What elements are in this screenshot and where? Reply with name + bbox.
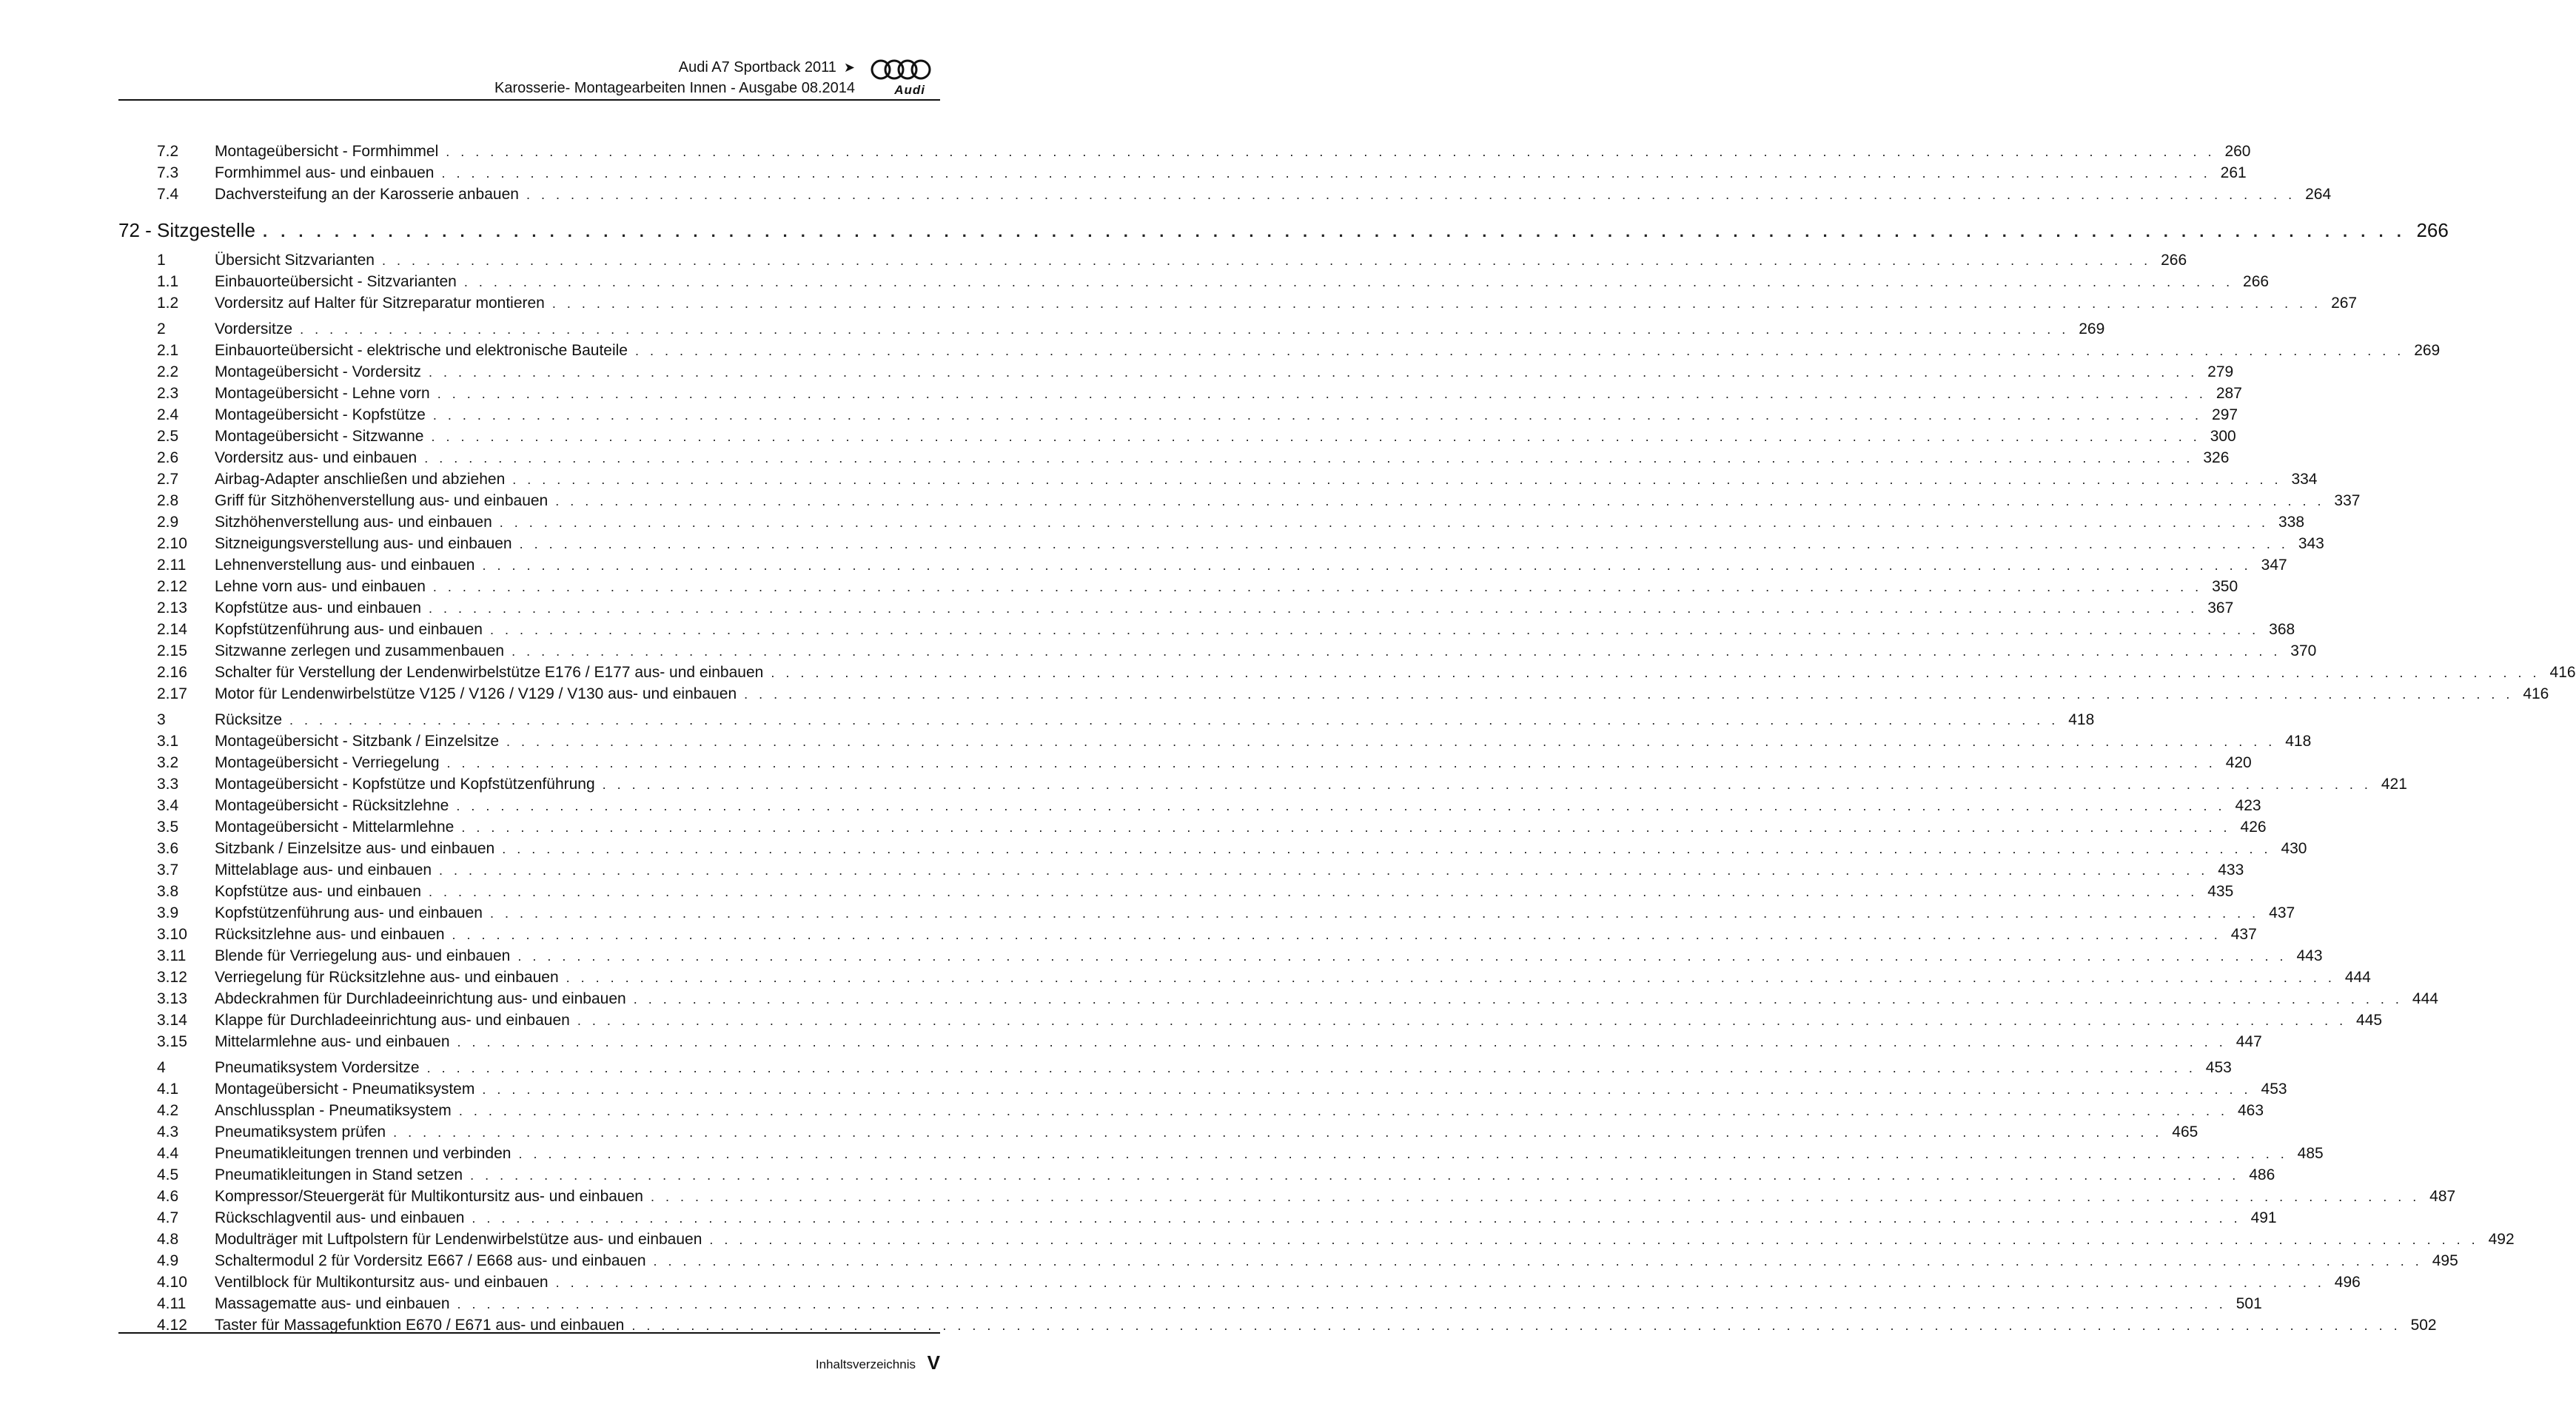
toc-leader-dots: . . . . . . . . . . . . . . . . . . . . . . . . . . . . . . . . . . . . . . . . . . . . . . . . . . . . . . . . . . . . . . . . . . . . . . . . . . . . . . . . . . . . . . . . . . . . . . . . . . . . . . . . . . . . . . . . . . . . . . . . xyxy=(437,386,2207,401)
toc-page-number: 445 xyxy=(2356,1012,2383,1029)
toc-entry[interactable] xyxy=(118,988,2438,1010)
toc-leader-dots: . . . . . . . . . . . . . . . . . . . . . . . . . . . . . . . . . . . . . . . . . . . . . . . . . . . . . . . . . . . . . . . . . . . . . . . . . . . . . . . . . . . . . . . . . . . . . . . . . . . . . . . . . . . . . . . . . . . . . . . . xyxy=(555,494,2325,508)
toc-number: 3.11 xyxy=(157,947,187,964)
toc-page-number: 492 xyxy=(2488,1231,2515,1248)
toc-leader-dots: . . . . . . . . . . . . . . . . . . . . . . . . . . . . . . . . . . . . . . . . . . . . . . . . . . . . . . . . . . . . . . . . . . . . . . . . . . . . . . . . . . . . . . . . . . . . . . . . . . . . . . . . . . . . . . . . . . . . . . . . xyxy=(446,144,2216,159)
toc-entry[interactable] xyxy=(118,576,2238,597)
toc-number: 4.8 xyxy=(157,1231,179,1248)
toc-entry[interactable] xyxy=(118,683,2549,705)
toc-number: 4.3 xyxy=(157,1123,179,1141)
toc-number: 3.4 xyxy=(157,797,179,814)
toc-number: 2.6 xyxy=(157,449,179,466)
toc-entry[interactable] xyxy=(118,1207,2277,1229)
toc-number: 4 xyxy=(157,1059,166,1076)
toc-number: 4.11 xyxy=(157,1295,187,1312)
toc-leader-dots: . . . . . . . . . . . . . . . . . . . . . . . . . . . . . . . . . . . . . . . . . . . . . . . . . . . . . . . . . . . . . . . . . . . . . . . . . . . . . . . . . . . . . . . . . . . . . . . . . . . . . . . . . . . . . . . . . . . . . . . . xyxy=(566,970,2335,985)
toc-entry[interactable] xyxy=(118,511,2305,533)
toc-page-number: 416 xyxy=(2549,664,2576,681)
toc-title: Dachversteifung an der Karosserie anbauen xyxy=(215,186,519,203)
toc-number: 1.1 xyxy=(157,273,179,290)
toc-number: 1.2 xyxy=(157,295,179,312)
toc-page-number: 260 xyxy=(2224,143,2251,160)
page-header xyxy=(118,58,940,101)
toc-number: 7.3 xyxy=(157,164,179,181)
toc-leader-dots: . . . . . . . . . . . . . . . . . . . . . . . . . . . . . . . . . . . . . . . . . . . . . . . . . . . . . . . . . . . . . . . . . . . . . . . . . . . . . . . . . . . . . . . . . . . . . . . . . . . . . . . . . . . . . . . . . . . . . . . . xyxy=(429,601,2198,616)
toc-entry[interactable] xyxy=(118,662,2576,683)
toc-leader-dots: . . . . . . . . . . . . . . . . . . . . . . . . . . . . . . . . . . . . . . . . . . . . . . . . . . . . . . . . . . . . . . . . . . . . . . . . . . . . . . . . . . . . . . . . . . . . . . . . . . . . . . . . . . . . . . . . . . . . . . . . xyxy=(650,1189,2421,1204)
toc-page-number: 447 xyxy=(2235,1033,2262,1050)
toc-title: Formhimmel aus- und einbauen xyxy=(215,164,435,181)
toc-leader-dots: . . . . . . . . . . . . . . . . . . . . . . . . . . . . . . . . . . . . . . . . . . . . . . . . . . . . . . . . . . . . . . . . . . . . . . . . . . . . . . . . . . . . . . . . . . . . . . . . . . . . . . . . . . . . . . . . . . . . . . . . xyxy=(519,537,2289,551)
toc-leader-dots: . . . . . . . . . . . . . . . . . . . . . . . . . . . . . . . . . . . . . . . . . . . . . . . . . . . . . . . . . . . . . . . . . . . . . . . . . . . . . . . . . . . . . . . . . . . . . . . . . . . . . . . . . . . . . . . . . . . . . . . . xyxy=(424,451,2194,466)
toc-number: 2.16 xyxy=(157,664,187,681)
toc-number: 2.4 xyxy=(157,406,179,423)
toc-title: Griff für Sitzhöhenverstellung aus- und einbauen xyxy=(215,492,549,509)
toc-entry[interactable] xyxy=(118,1271,2361,1293)
toc-entry[interactable] xyxy=(118,383,2242,404)
toc-leader-dots: . . . . . . . . . . . . . . . . . . . . . . . . . . . . . . . . . . . . . . . . . . . . . . . . . . . . . . . . . . . . . . . . . . . . . . . . . . . . . . . . . . . . . . . . . . . . . . . . . . . . . . . . . . . . . . . . . . . . . . . . xyxy=(502,841,2272,856)
toc-title: Taster für Massagefunktion E670 / E671 aus- und einbauen xyxy=(215,1317,625,1334)
toc-page-number: 487 xyxy=(2429,1188,2456,1205)
toc-page-number: 269 xyxy=(2079,320,2105,337)
toc-title: Sitzhöhenverstellung aus- und einbauen xyxy=(215,514,492,531)
toc-title: Pneumatiksystem Vordersitze xyxy=(215,1059,420,1076)
toc-entry[interactable] xyxy=(118,1293,2262,1314)
toc-leader-dots: . . . . . . . . . . . . . . . . . . . . . . . . . . . . . . . . . . . . . . . . . . . . . . . . . . . . . . . . . . . . . . . . . . . . . . . . . . . . . . . . . . . . . . . . . . . . . . . . . . . . . . . . . . . . . . . . . . . . . . . . xyxy=(489,906,2260,921)
toc-title: Schaltermodul 2 für Vordersitz E667 / E668 aus- und einbauen xyxy=(215,1252,646,1269)
toc-leader-dots: . . . . . . . . . . . . . . . . . . . . . . . . . . . . . . . . . . . . . . . . . . . . . . . . . . . . . . . . . . . . . . . . . . . . . . . . . . . . . . . . . . . . . . . . . . . . . . . . . . . . . . . . . . . . . . . . . . . . . . . . xyxy=(457,1297,2227,1311)
toc-entry[interactable] xyxy=(118,447,2230,468)
toc-number: 4.2 xyxy=(157,1102,179,1119)
toc-entry[interactable] xyxy=(118,924,2257,945)
toc-number: 3.7 xyxy=(157,861,179,879)
toc-title: Mittelarmlehne aus- und einbauen xyxy=(215,1033,450,1050)
toc-title: Mittelablage aus- und einbauen xyxy=(215,861,432,879)
toc-number: 3.5 xyxy=(157,819,179,836)
toc-leader-dots: . . . . . . . . . . . . . . . . . . . . . . . . . . . . . . . . . . . . . . . . . . . . . . . . . . . . . . . . . . . . . . . . . . . . . . . . . . . . . . . . . . . . . . . . . . . . . . . . . . . . . . . . . . . . . . . . . . . . . . . . xyxy=(512,472,2282,487)
toc-title: Vordersitze xyxy=(215,320,293,337)
toc-number: 4.9 xyxy=(157,1252,179,1269)
toc-leader-dots: . . . . . . . . . . . . . . . . . . . . . . . . . . . . . . . . . . . . . . . . . . . . . . . . . . . . . . . . . . . . . . . . . . . . . . . . . . . . . . . . . . . . . . . . . . . . . . . . . . . . . . . . . . . . . . . . . . . . . . . . xyxy=(499,515,2270,530)
toc-number: 4.7 xyxy=(157,1209,179,1226)
toc-leader-dots: . . . . . . . . . . . . . . . . . . . . . . . . . . . . . . . . . . . . . . . . . . . . . . . . . . . . . . . . . . . . . . . . . . . . . . . . . . . . . . . . . . . . . . . . . . . . . . . . . . . . . . . . . . . . . . . . . . . . . . . . xyxy=(470,1168,2240,1183)
toc-leader-dots: . . . . . . . . . . . . . . . . . . . . . . . . . . . . . . . . . . . . . . . . . . . . . . . . . . . . . . . . . . . . . . . . . . . . . . . . . . . . . . . . . . . . . . . . . . . . . . . . . . . . . . . . . . . . . . . . . . . . . . . . xyxy=(633,992,2403,1007)
toc-number: 4.1 xyxy=(157,1081,179,1098)
toc-entry[interactable] xyxy=(118,554,2287,576)
toc-title: Abdeckrahmen für Durchladeeinrichtung aus- und einbauen xyxy=(215,990,626,1007)
toc-number: 4.6 xyxy=(157,1188,179,1205)
toc-page-number: 370 xyxy=(2290,642,2317,659)
header-title: Audi A7 Sportback 2011 xyxy=(678,59,836,75)
toc-entry[interactable] xyxy=(118,533,2324,554)
toc-page-number: 443 xyxy=(2296,947,2323,964)
toc-title: Modulträger mit Luftpolstern für Lendenwirbelstütze aus- und einbauen xyxy=(215,1231,702,1248)
toc-entry[interactable] xyxy=(118,752,2252,773)
toc-page-number: 463 xyxy=(2238,1102,2264,1119)
toc-number: 2.15 xyxy=(157,642,187,659)
toc-title: Rücksitze xyxy=(215,711,283,728)
toc-number: 2.13 xyxy=(157,599,187,617)
toc-leader-dots: . . . . . . . . . . . . . . . . . . . . . . . . . . . . . . . . . . . . . . . . . . . . . . . . . . . . . . . . . . . . . . . . . . . . . . . . . . . . . . . . . . . . . . . . . . . . . . . . . . . . . . . . . . . . . . . . . . . . . . . . xyxy=(457,1035,2227,1049)
toc-leader-dots: . . . . . . . . . . . . . . . . . . . . . . . . . . . . . . . . . . . . . . . . . . . . . . . . . . . . . . . . . . . . . . . . . . . . . . . . . . . . . . . . . . . . . . . . . . . . . . . . . . . . . . . . . . . . . . . . . . . . . . . . xyxy=(511,644,2281,659)
toc-number: 2.10 xyxy=(157,535,187,552)
toc-number: 2.9 xyxy=(157,514,179,531)
toc-entry[interactable] xyxy=(118,1078,2287,1100)
toc-chapter[interactable] xyxy=(118,215,2449,245)
toc-leader-dots: . . . . . . . . . . . . . . . . . . . . . . . . . . . . . . . . . . . . . . . . . . . . . . . . . . . . . . . . . . . . . . . . . . . . . . . . . . . . . . . . . . . . . . . . . . . . . . . . . . . . . . . . . . . . . . . . . . . . . . . . xyxy=(771,665,2540,680)
toc-number: 3.2 xyxy=(157,754,179,771)
toc-title: Pneumatikleitungen in Stand setzen xyxy=(215,1166,463,1183)
toc-page-number: 423 xyxy=(2235,797,2261,814)
toc-entry[interactable] xyxy=(118,141,2251,162)
toc-page-number: 486 xyxy=(2249,1166,2275,1183)
toc-title: Kopfstütze aus- und einbauen xyxy=(215,883,422,900)
toc-page-number: 485 xyxy=(2297,1145,2324,1162)
toc-section[interactable] xyxy=(118,709,2095,730)
toc-page-number: 421 xyxy=(2381,776,2407,793)
header-subtitle: Karosserie- Montagearbeiten Innen - Ausgabe 08.2014 xyxy=(494,80,855,96)
toc-entry[interactable] xyxy=(118,945,2323,967)
toc-number: 2.14 xyxy=(157,621,187,638)
toc-entry[interactable] xyxy=(118,468,2318,490)
toc-leader-dots: . . . . . . . . . . . . . . . . . . . . . . . . . . . . . . . . . . . . . . . . . . . . . . . . . . . . . . . . . . . . . . . . . . . . . . . . . . . . . . . . . . . . . . . . . . . . . . . . . . . . . . . . . . . . . . . . . . . . . . . . xyxy=(518,1146,2288,1161)
toc-entry[interactable] xyxy=(118,1229,2515,1250)
toc-page-number: 418 xyxy=(2285,733,2312,750)
toc-page-number: 444 xyxy=(2344,969,2371,986)
toc-title: Montageübersicht - Mittelarmlehne xyxy=(215,819,455,836)
toc-page-number: 444 xyxy=(2412,990,2438,1007)
toc-section[interactable] xyxy=(118,1057,2232,1078)
toc-title: Lehnenverstellung aus- und einbauen xyxy=(215,557,475,574)
toc-title: Ventilblock für Multikontursitz aus- und einbauen xyxy=(215,1274,549,1291)
toc-number: 2.2 xyxy=(157,363,179,380)
toc-title: Montageübersicht - Vordersitz xyxy=(215,363,421,380)
toc-title: Sitzneigungsverstellung aus- und einbauen xyxy=(215,535,512,552)
toc-title: Rücksitzlehne aus- und einbauen xyxy=(215,926,445,943)
toc-page-number: 347 xyxy=(2261,557,2287,574)
toc-page-number: 297 xyxy=(2212,406,2238,423)
toc-title: Montageübersicht - Kopfstütze xyxy=(215,406,426,423)
toc-leader-dots: . . . . . . . . . . . . . . . . . . . . . . . . . . . . . . . . . . . . . . . . . . . . . . . . . . . . . . . . . . . . . . . . . . . . . . . . . . . . . . . . . . . . . . . . . . . . . . . . . . . . . . . . . . . . . . . . . . . . . . . . xyxy=(439,863,2209,878)
toc-entry[interactable] xyxy=(118,1100,2264,1121)
toc-leader-dots: . . . . . . . . . . . . . . . . . . . . . . . . . . . . . . . . . . . . . . . . . . . . . . . . . . . . . . . . . . . . . . . . . . . . . . . . . . . . . . . . . . . . . . . . . . . . . . . . . . . . . . . . . . . . . . . . . . . . . . . . xyxy=(426,1061,2196,1075)
toc-entry[interactable] xyxy=(118,490,2361,511)
toc-leader-dots: . . . . . . . . . . . . . . . . . . . . . . . . . . . . . . . . . . . . . . . . . . . . . . . . . . . . . . . . . . . . . . . . . . . . . . . . . . . . . . . . . . . . . . . . . . . . . . . . . . . . . . . . . . . . . . . . . . . . . . . . xyxy=(446,756,2216,770)
toc-leader-dots: . . . . . . . . . . . . . . . . . . . . . . . . . . . . . . . . . . . . . . . . . . . . . . . . . . . . . . . . . . . . . . . . . . . . . . . . . . . . . . . . . . . . . . . . . . . . . . . . . . . . . . . . . . . . . . . . . . . . . . . . xyxy=(393,1125,2163,1140)
toc-number: 2.8 xyxy=(157,492,179,509)
toc-page-number: 495 xyxy=(2432,1252,2458,1269)
toc-page-number: 261 xyxy=(2220,164,2247,181)
toc-page-number: 337 xyxy=(2334,492,2361,509)
toc-leader-dots: . . . . . . . . . . . . . . . . . . . . . . . . . . . . . . . . . . . . . . . . . . . . . . . . . . . . . . . . . . . . . . . . . . . . . . . . . . . . . . . . . . . . . . . . . . . . . . . . . . . . . . . . . . . . . . . . . . . . . . . . xyxy=(381,253,2152,268)
toc-number: 3.1 xyxy=(157,733,179,750)
toc-number: 2.11 xyxy=(157,557,187,574)
toc-title: Massagematte aus- und einbauen xyxy=(215,1295,450,1312)
toc-number: 4.10 xyxy=(157,1274,187,1291)
toc-leader-dots: . . . . . . . . . . . . . . . . . . . . . . . . . . . . . . . . . . . . . . . . . . . . . . . . . . . . . . . . . . . . . . . . . . . . . . . . . . . . . . . . . . . . . . . . . . . . . . . . . . . . . . . . . . . . . . . . . . . . . . . . xyxy=(431,429,2201,444)
toc-page-number: 418 xyxy=(2068,711,2095,728)
toc-number: 3.6 xyxy=(157,840,179,857)
footer-divider xyxy=(118,1332,940,1334)
toc-entry[interactable] xyxy=(118,1121,2198,1143)
toc-title: Einbauorteübersicht - elektrische und elektronische Bauteile xyxy=(215,342,628,359)
toc-entry[interactable] xyxy=(118,1010,2383,1031)
toc-page-number: 266 xyxy=(2416,219,2449,241)
toc-leader-dots: . . . . . . . . . . . . . . . . . . . . . . . . . . . . . . . . . . . . . . . . . . . . . . . . . . . . . . . . . . . . . . . . . . . . . . . . . . . . . . . . . . . . . . . . . . . . . . . . . . . . . . . . . . . . . . . . . . . . . . . . xyxy=(602,777,2372,792)
toc-title: Montageübersicht - Kopfstütze und Kopfstützenführung xyxy=(215,776,595,793)
toc-page-number: 496 xyxy=(2334,1274,2361,1291)
toc-page-number: 433 xyxy=(2218,861,2244,879)
toc-number: 3.9 xyxy=(157,904,179,921)
toc-number: 4.5 xyxy=(157,1166,179,1183)
toc-entry[interactable] xyxy=(118,292,2358,314)
toc-title: Anschlussplan - Pneumatiksystem xyxy=(215,1102,452,1119)
toc-number: 2.5 xyxy=(157,428,179,445)
toc-title: Kopfstützenführung aus- und einbauen xyxy=(215,621,483,638)
toc-leader-dots: . . . . . . . . . . . . . . . . . . . . . . . . . . . . . . . . . . . . . . . . . . . . . . . . . . . . . . . . . . . . . . . . . . . . . . . . . . . . . . . . . . . . . . . . . . . . . . . . . . . . . . . . . . . . . . . . . . . . . . . . xyxy=(482,558,2252,573)
toc-title: Pneumatikleitungen trennen und verbinden xyxy=(215,1145,511,1162)
toc-page-number: 430 xyxy=(2281,840,2307,857)
toc-title: Kompressor/Steuergerät für Multikontursitz aus- und einbauen xyxy=(215,1188,643,1205)
toc-number: 3.10 xyxy=(157,926,187,943)
toc-page-number: 368 xyxy=(2269,621,2295,638)
toc-number: 3.8 xyxy=(157,883,179,900)
toc-number: 2 xyxy=(157,320,166,337)
toc-page-number: 266 xyxy=(2161,252,2187,269)
toc-page-number: 300 xyxy=(2210,428,2236,445)
toc-number: 2.3 xyxy=(157,385,179,402)
toc-leader-dots: . . . . . . . . . . . . . . . . . . . . . . . . . . . . . . . . . . . . . . . . . . . . . . . . . . . . . . . . . . . . . . . . . . . . . . . . . . . . . . . . . . . . . . . . . . . . . . . . . . . . . . . . . . . . . . . . . . . . . . . . xyxy=(458,1103,2229,1118)
toc-page-number: 279 xyxy=(2207,363,2234,380)
toc-page-number: 266 xyxy=(2243,273,2270,290)
toc-title: Sitzwanne zerlegen und zusammenbauen xyxy=(215,642,505,659)
toc-number: 2.17 xyxy=(157,685,187,702)
toc-leader-dots: . . . . . . . . . . . . . . . . . . . . . . . . . . . . . . . . . . . . . . . . . . . . . . . . . . . . . . . . . . . . . . . . . . . . . . . . . . . . . . . . . . . . . . . . . . . . . . . . . . . . . . . . . . . . . . . . . . . . . . . . xyxy=(709,1232,2479,1247)
toc-title: Montageübersicht - Sitzwanne xyxy=(215,428,424,445)
toc-page-number: 267 xyxy=(2331,295,2358,312)
table-of-contents xyxy=(118,141,2576,1336)
toc-number: 7.2 xyxy=(157,143,179,160)
toc-entry[interactable] xyxy=(118,795,2261,816)
toc-number: 2.7 xyxy=(157,471,179,488)
toc-entry[interactable] xyxy=(118,838,2307,859)
toc-leader-dots: . . . . . . . . . . . . . . . . . . . . . . . . . . . . . . . . . . . . . . . . . . . . . . . . . . . . . . . . . . . . . . . . . . . . . . . . . . . . . . . . . . . . . . . . . . . . . . . . . . . . . . . . . . . . . . . . . . . . . . . . xyxy=(461,820,2231,835)
toc-title: Sitzbank / Einzelsitze aus- und einbauen xyxy=(215,840,495,857)
toc-leader-dots: . . . . . . . . . . . . . . . . . . . . . . . . . . . . . . . . . . . . . . . . . . . . . . . . . . . . . . . . . . . . . . . . . . . . . . . . . . . . . . . . . . . . . . . . . . . . . . . . . . . . . . . . . . . . . . . . . . . . . . . . xyxy=(300,322,2070,337)
toc-entry[interactable] xyxy=(118,730,2312,752)
toc-page-number: 269 xyxy=(2414,342,2441,359)
toc-entry[interactable] xyxy=(118,859,2244,881)
toc-entry[interactable] xyxy=(118,902,2295,924)
toc-page-number: 465 xyxy=(2172,1123,2198,1141)
toc-page-number: 437 xyxy=(2269,904,2295,921)
toc-section[interactable] xyxy=(118,249,2187,271)
toc-leader-dots: . . . . . . . . . . . . . . . . . . . . . . . . . . . . . . . . . . . . . . . . . . . . . . . . . . . . . . . . . . . . . . . . . . . . . . . . . . . . . . . . . . . . . . . . . . . . . . . . . . . . . . . . . . . . . . . . . . . . . . . . xyxy=(555,1275,2325,1290)
toc-entry[interactable] xyxy=(118,1164,2275,1186)
toc-leader-dots: . . . . . . . . . . . . . . . . . . . . . . . . . . . . . . . . . . . . . . . . . . . . . . . . . . . . . . . . . . . . . . . . . . . . . . . . . . . . . . . . . . . . . . . . . . . . . . . . . . . . . . . . . . . . . . . . . . . . . . . . xyxy=(432,408,2203,423)
toc-title: Montageübersicht - Verriegelung xyxy=(215,754,440,771)
toc-leader-dots: . . . . . . . . . . . . . . . . . . . . . . . . . . . . . . . . . . . . . . . . . . . . . . . . . . . . . . . . . . . . . . . . . . . . . . . . . . . . . . . . . . . . . . . . . . . . . . . . . . . . . . . . . . . . . . . . . . . . . . . . xyxy=(262,222,2406,241)
toc-entry[interactable] xyxy=(118,881,2234,902)
footer-label: Inhaltsverzeichnis xyxy=(815,1357,916,1371)
toc-number: 4.4 xyxy=(157,1145,179,1162)
toc-entry[interactable] xyxy=(118,404,2238,426)
toc-title: Klappe für Durchladeeinrichtung aus- und einbauen xyxy=(215,1012,570,1029)
toc-page-number: 453 xyxy=(2261,1081,2287,1098)
toc-title: Kopfstützenführung aus- und einbauen xyxy=(215,904,483,921)
toc-number: 3.12 xyxy=(157,969,187,986)
toc-entry[interactable] xyxy=(118,1143,2324,1164)
toc-title: Montageübersicht - Pneumatiksystem xyxy=(215,1081,475,1098)
toc-entry[interactable] xyxy=(118,1186,2456,1207)
toc-page-number: 287 xyxy=(2216,385,2242,402)
toc-title: Übersicht Sitzvarianten xyxy=(215,252,375,269)
toc-number: 4.12 xyxy=(157,1317,187,1334)
toc-leader-dots: . . . . . . . . . . . . . . . . . . . . . . . . . . . . . . . . . . . . . . . . . . . . . . . . . . . . . . . . . . . . . . . . . . . . . . . . . . . . . . . . . . . . . . . . . . . . . . . . . . . . . . . . . . . . . . . . . . . . . . . . xyxy=(432,580,2203,594)
toc-title: Vordersitz auf Halter für Sitzreparatur montieren xyxy=(215,295,545,312)
toc-entry[interactable] xyxy=(118,426,2236,447)
toc-leader-dots: . . . . . . . . . . . . . . . . . . . . . . . . . . . . . . . . . . . . . . . . . . . . . . . . . . . . . . . . . . . . . . . . . . . . . . . . . . . . . . . . . . . . . . . . . . . . . . . . . . . . . . . . . . . . . . . . . . . . . . . . xyxy=(526,187,2296,202)
toc-title: Kopfstütze aus- und einbauen xyxy=(215,599,422,617)
toc-number: 7.4 xyxy=(157,186,179,203)
toc-title: Airbag-Adapter anschließen und abziehen xyxy=(215,471,506,488)
toc-leader-dots: . . . . . . . . . . . . . . . . . . . . . . . . . . . . . . . . . . . . . . . . . . . . . . . . . . . . . . . . . . . . . . . . . . . . . . . . . . . . . . . . . . . . . . . . . . . . . . . . . . . . . . . . . . . . . . . . . . . . . . . . xyxy=(631,1318,2401,1333)
toc-title: Verriegelung für Rücksitzlehne aus- und einbauen xyxy=(215,969,559,986)
toc-leader-dots: . . . . . . . . . . . . . . . . . . . . . . . . . . . . . . . . . . . . . . . . . . . . . . . . . . . . . . . . . . . . . . . . . . . . . . . . . . . . . . . . . . . . . . . . . . . . . . . . . . . . . . . . . . . . . . . . . . . . . . . . xyxy=(506,734,2276,749)
toc-leader-dots: . . . . . . . . . . . . . . . . . . . . . . . . . . . . . . . . . . . . . . . . . . . . . . . . . . . . . . . . . . . . . . . . . . . . . . . . . . . . . . . . . . . . . . . . . . . . . . . . . . . . . . . . . . . . . . . . . . . . . . . . xyxy=(472,1211,2241,1226)
toc-number: 3 xyxy=(157,711,166,728)
toc-page-number: 420 xyxy=(2225,754,2252,771)
toc-title: Schalter für Verstellung der Lendenwirbelstütze E176 / E177 aus- und einbauen xyxy=(215,664,764,681)
toc-leader-dots: . . . . . . . . . . . . . . . . . . . . . . . . . . . . . . . . . . . . . . . . . . . . . . . . . . . . . . . . . . . . . . . . . . . . . . . . . . . . . . . . . . . . . . . . . . . . . . . . . . . . . . . . . . . . . . . . . . . . . . . . xyxy=(428,365,2198,380)
toc-leader-dots: . . . . . . . . . . . . . . . . . . . . . . . . . . . . . . . . . . . . . . . . . . . . . . . . . . . . . . . . . . . . . . . . . . . . . . . . . . . . . . . . . . . . . . . . . . . . . . . . . . . . . . . . . . . . . . . . . . . . . . . . xyxy=(452,927,2221,942)
toc-page-number: 426 xyxy=(2240,819,2267,836)
toc-entry[interactable] xyxy=(118,1250,2458,1271)
toc-entry[interactable] xyxy=(118,640,2317,662)
toc-page-number: 334 xyxy=(2291,471,2318,488)
toc-leader-dots: . . . . . . . . . . . . . . . . . . . . . . . . . . . . . . . . . . . . . . . . . . . . . . . . . . . . . . . . . . . . . . . . . . . . . . . . . . . . . . . . . . . . . . . . . . . . . . . . . . . . . . . . . . . . . . . . . . . . . . . . xyxy=(456,799,2226,813)
toc-page-number: 326 xyxy=(2203,449,2230,466)
arrow-icon: ➤ xyxy=(843,60,855,75)
toc-leader-dots: . . . . . . . . . . . . . . . . . . . . . . . . . . . . . . . . . . . . . . . . . . . . . . . . . . . . . . . . . . . . . . . . . . . . . . . . . . . . . . . . . . . . . . . . . . . . . . . . . . . . . . . . . . . . . . . . . . . . . . . . xyxy=(744,687,2514,702)
toc-leader-dots: . . . . . . . . . . . . . . . . . . . . . . . . . . . . . . . . . . . . . . . . . . . . . . . . . . . . . . . . . . . . . . . . . . . . . . . . . . . . . . . . . . . . . . . . . . . . . . . . . . . . . . . . . . . . . . . . . . . . . . . . xyxy=(653,1254,2423,1269)
toc-title: Rückschlagventil aus- und einbauen xyxy=(215,1209,465,1226)
toc-title: Vordersitz aus- und einbauen xyxy=(215,449,417,466)
toc-page-number: 343 xyxy=(2298,535,2324,552)
toc-number: 2.12 xyxy=(157,578,187,595)
toc-number: 3.3 xyxy=(157,776,179,793)
toc-title: Blende für Verriegelung aus- und einbauen xyxy=(215,947,511,964)
toc-page-number: 453 xyxy=(2205,1059,2232,1076)
toc-title: 72 - Sitzgestelle xyxy=(118,219,255,241)
toc-page-number: 491 xyxy=(2250,1209,2277,1226)
brand-wordmark: Audi xyxy=(894,83,925,97)
toc-entry[interactable] xyxy=(118,816,2267,838)
toc-number: 3.15 xyxy=(157,1033,187,1050)
toc-entry[interactable] xyxy=(118,340,2441,361)
toc-title: Montageübersicht - Sitzbank / Einzelsitze xyxy=(215,733,500,750)
toc-entry[interactable] xyxy=(118,619,2295,640)
toc-page-number: 264 xyxy=(2305,186,2332,203)
toc-title: Montageübersicht - Formhimmel xyxy=(215,143,439,160)
toc-entry[interactable] xyxy=(118,597,2234,619)
toc-number: 2.1 xyxy=(157,342,179,359)
toc-page-number: 350 xyxy=(2212,578,2238,595)
toc-section[interactable] xyxy=(118,318,2105,340)
toc-number: 3.13 xyxy=(157,990,187,1007)
toc-leader-dots: . . . . . . . . . . . . . . . . . . . . . . . . . . . . . . . . . . . . . . . . . . . . . . . . . . . . . . . . . . . . . . . . . . . . . . . . . . . . . . . . . . . . . . . . . . . . . . . . . . . . . . . . . . . . . . . . . . . . . . . . xyxy=(441,166,2211,181)
toc-leader-dots: . . . . . . . . . . . . . . . . . . . . . . . . . . . . . . . . . . . . . . . . . . . . . . . . . . . . . . . . . . . . . . . . . . . . . . . . . . . . . . . . . . . . . . . . . . . . . . . . . . . . . . . . . . . . . . . . . . . . . . . . xyxy=(482,1082,2252,1097)
toc-entry[interactable] xyxy=(118,162,2247,184)
toc-entry[interactable] xyxy=(118,361,2234,383)
toc-page-number: 338 xyxy=(2278,514,2305,531)
toc-leader-dots: . . . . . . . . . . . . . . . . . . . . . . . . . . . . . . . . . . . . . . . . . . . . . . . . . . . . . . . . . . . . . . . . . . . . . . . . . . . . . . . . . . . . . . . . . . . . . . . . . . . . . . . . . . . . . . . . . . . . . . . . xyxy=(635,343,2405,358)
toc-title: Montageübersicht - Rücksitzlehne xyxy=(215,797,449,814)
toc-entry[interactable] xyxy=(118,184,2332,205)
toc-entry[interactable] xyxy=(118,271,2270,292)
toc-page-number: 501 xyxy=(2235,1295,2262,1312)
toc-number: 1 xyxy=(157,252,166,269)
toc-page-number: 437 xyxy=(2230,926,2257,943)
toc-title: Motor für Lendenwirbelstütze V125 / V126 / V129 / V130 aus- und einbauen xyxy=(215,685,737,702)
toc-number: 3.14 xyxy=(157,1012,187,1029)
toc-page-number: 435 xyxy=(2207,883,2234,900)
toc-page-number: 502 xyxy=(2410,1317,2437,1334)
toc-title: Pneumatiksystem prüfen xyxy=(215,1123,386,1141)
toc-entry[interactable] xyxy=(118,773,2407,795)
toc-leader-dots: . . . . . . . . . . . . . . . . . . . . . . . . . . . . . . . . . . . . . . . . . . . . . . . . . . . . . . . . . . . . . . . . . . . . . . . . . . . . . . . . . . . . . . . . . . . . . . . . . . . . . . . . . . . . . . . . . . . . . . . . xyxy=(489,622,2260,637)
toc-leader-dots: . . . . . . . . . . . . . . . . . . . . . . . . . . . . . . . . . . . . . . . . . . . . . . . . . . . . . . . . . . . . . . . . . . . . . . . . . . . . . . . . . . . . . . . . . . . . . . . . . . . . . . . . . . . . . . . . . . . . . . . . xyxy=(517,949,2287,964)
toc-leader-dots: . . . . . . . . . . . . . . . . . . . . . . . . . . . . . . . . . . . . . . . . . . . . . . . . . . . . . . . . . . . . . . . . . . . . . . . . . . . . . . . . . . . . . . . . . . . . . . . . . . . . . . . . . . . . . . . . . . . . . . . . xyxy=(463,275,2234,289)
toc-entry[interactable] xyxy=(118,967,2371,988)
toc-title: Lehne vorn aus- und einbauen xyxy=(215,578,426,595)
header-title-line xyxy=(679,59,855,76)
toc-page-number: 367 xyxy=(2207,599,2234,617)
toc-entry[interactable] xyxy=(118,1031,2262,1052)
toc-leader-dots: . . . . . . . . . . . . . . . . . . . . . . . . . . . . . . . . . . . . . . . . . . . . . . . . . . . . . . . . . . . . . . . . . . . . . . . . . . . . . . . . . . . . . . . . . . . . . . . . . . . . . . . . . . . . . . . . . . . . . . . . xyxy=(289,713,2059,728)
toc-leader-dots: . . . . . . . . . . . . . . . . . . . . . . . . . . . . . . . . . . . . . . . . . . . . . . . . . . . . . . . . . . . . . . . . . . . . . . . . . . . . . . . . . . . . . . . . . . . . . . . . . . . . . . . . . . . . . . . . . . . . . . . . xyxy=(429,884,2198,899)
toc-page-number: 416 xyxy=(2523,685,2549,702)
toc-leader-dots: . . . . . . . . . . . . . . . . . . . . . . . . . . . . . . . . . . . . . . . . . . . . . . . . . . . . . . . . . . . . . . . . . . . . . . . . . . . . . . . . . . . . . . . . . . . . . . . . . . . . . . . . . . . . . . . . . . . . . . . . xyxy=(577,1013,2347,1028)
footer-page-number: V xyxy=(927,1351,940,1374)
toc-leader-dots: . . . . . . . . . . . . . . . . . . . . . . . . . . . . . . . . . . . . . . . . . . . . . . . . . . . . . . . . . . . . . . . . . . . . . . . . . . . . . . . . . . . . . . . . . . . . . . . . . . . . . . . . . . . . . . . . . . . . . . . . xyxy=(551,296,2322,311)
toc-title: Einbauorteübersicht - Sitzvarianten xyxy=(215,273,457,290)
toc-title: Montageübersicht - Lehne vorn xyxy=(215,385,430,402)
